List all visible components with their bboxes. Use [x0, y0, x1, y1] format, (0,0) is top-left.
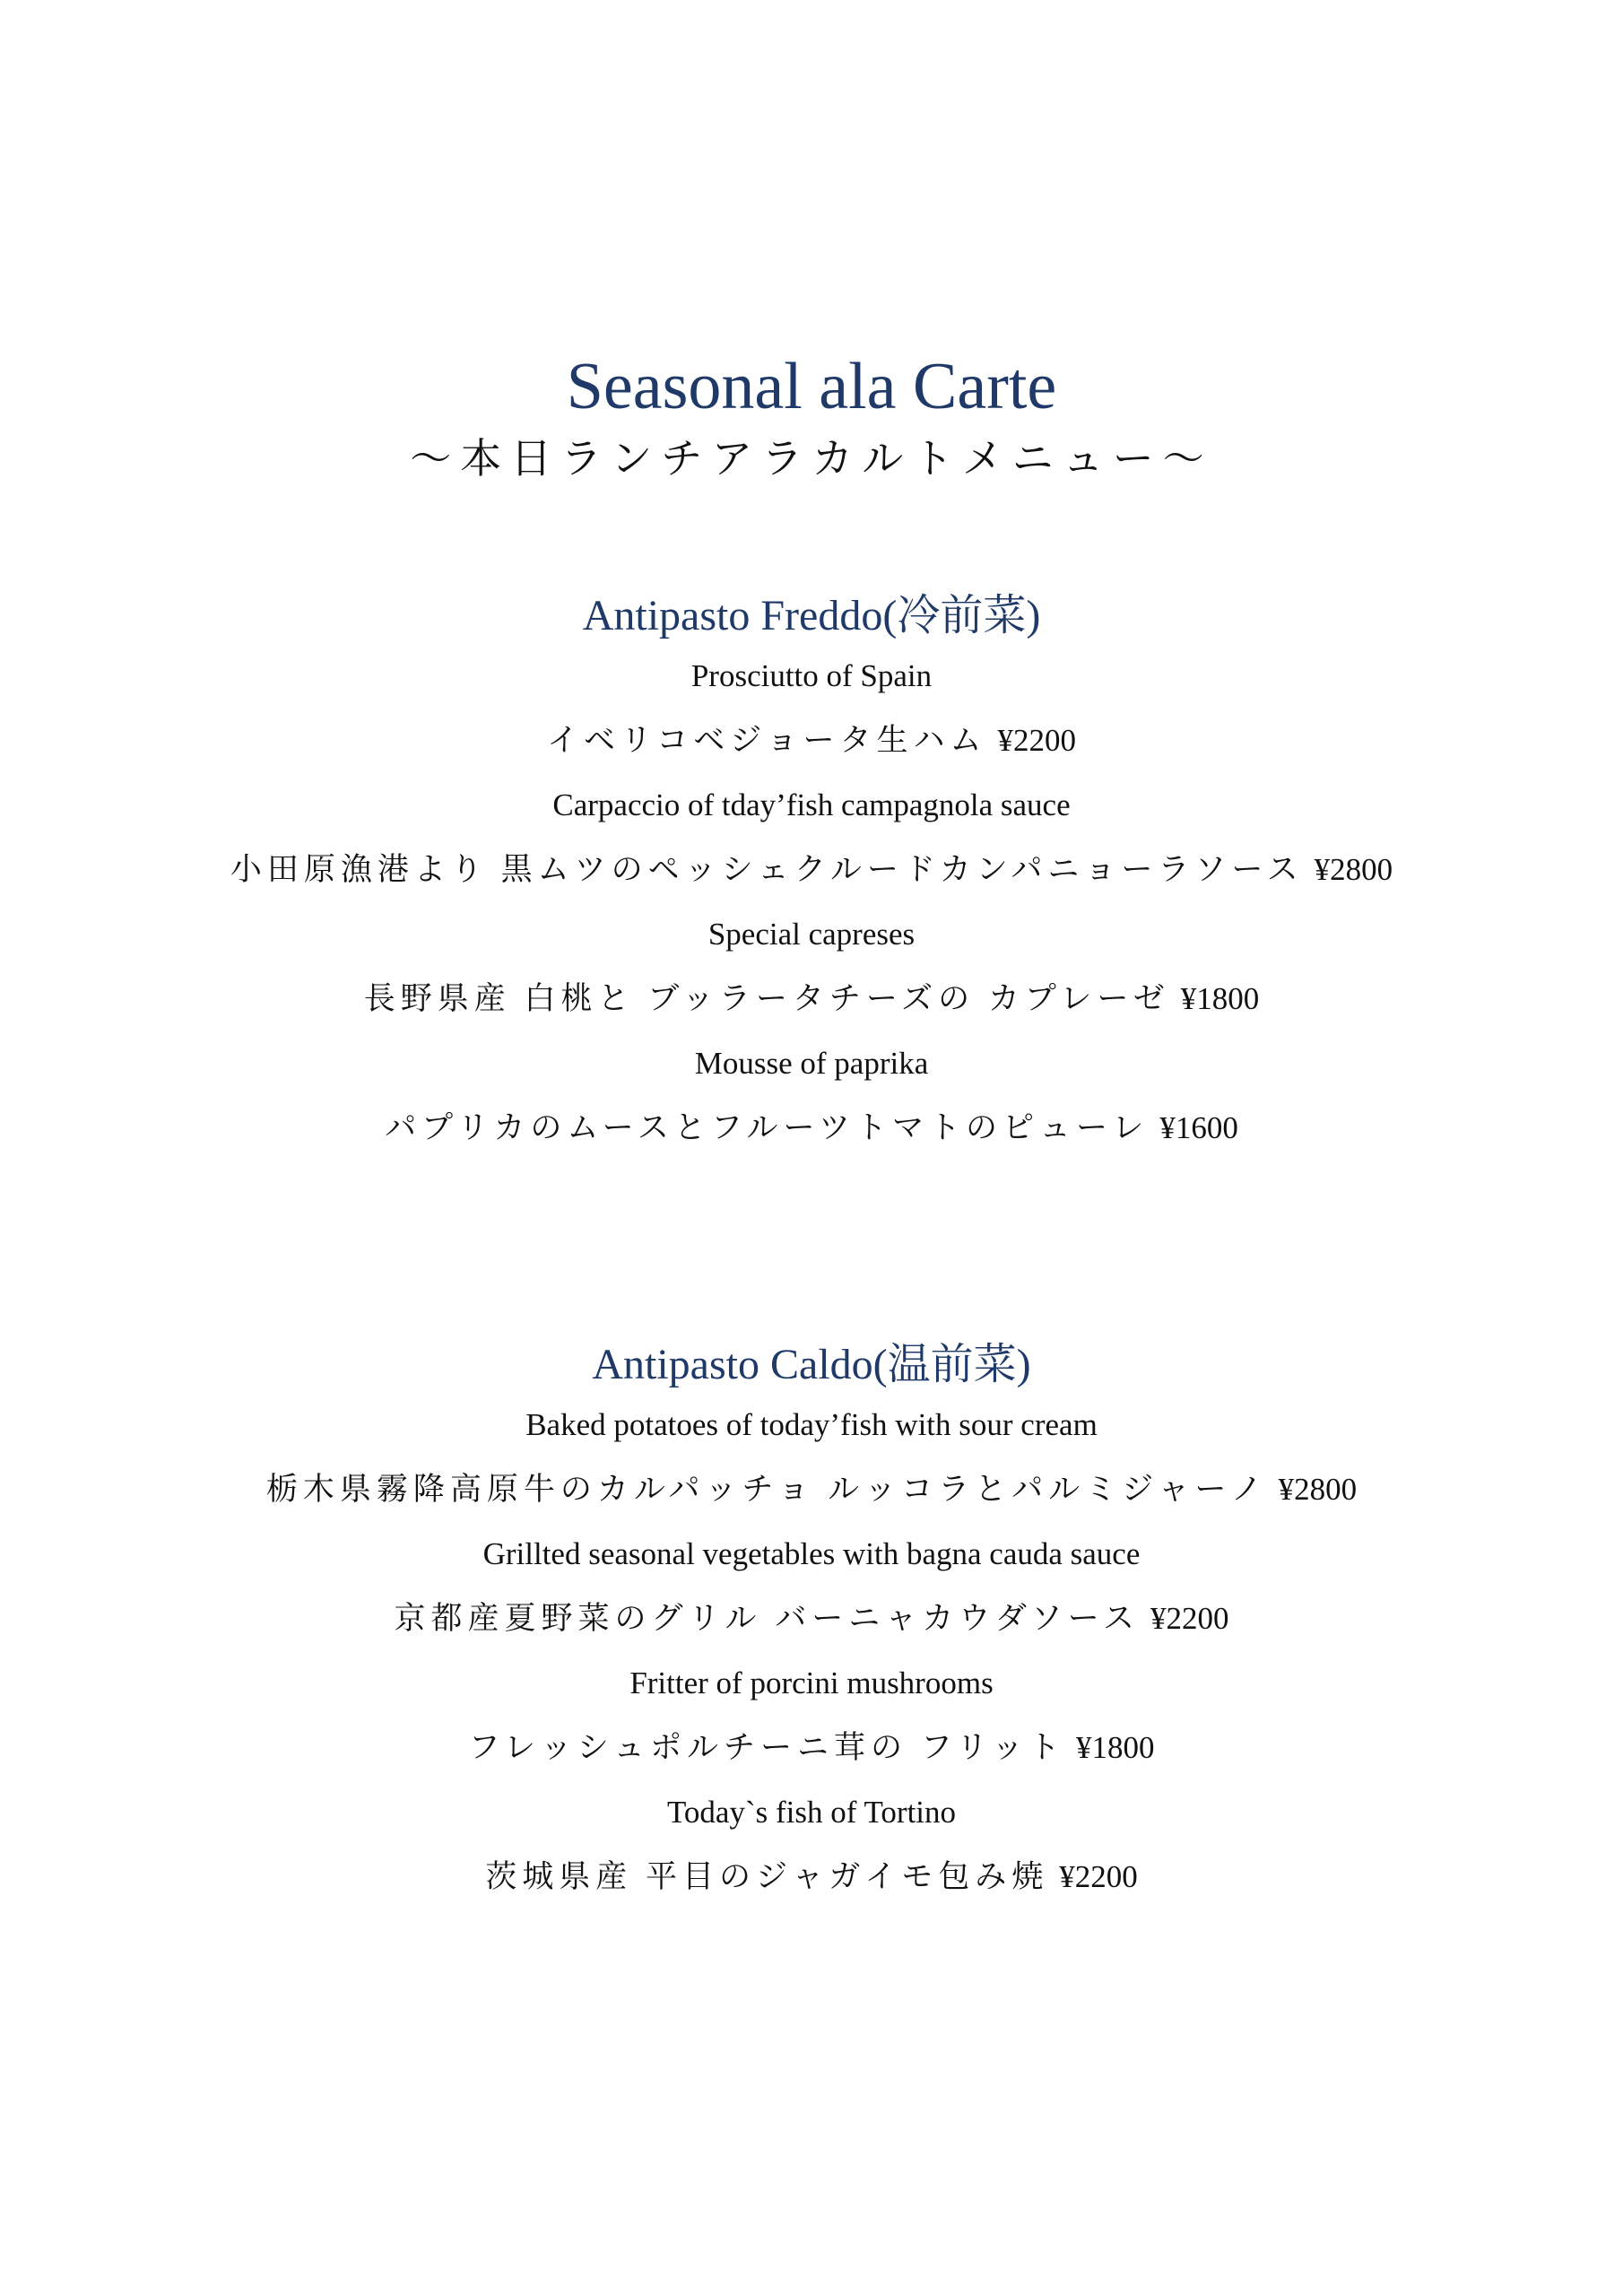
item-name-ja	[0, 848, 1623, 912]
menu-subtitle: ～本日ランチアラカルトメニュー～	[410, 436, 1213, 482]
menu-title: Seasonal ala Carte	[566, 350, 1057, 423]
section-antipasto-caldo	[0, 1338, 1623, 1919]
item-name-en: Today`s fish of Tortino	[666, 1795, 957, 1830]
item-description-ja: 長野県産 白桃と ブッラータチーズの カプレーゼ	[363, 981, 1170, 1016]
menu-item	[0, 1532, 1623, 1661]
item-description-ja: パプリカのムースとフルーツトマトのピューレ	[385, 1110, 1150, 1145]
menu-item	[0, 654, 1623, 783]
item-name-en: Fritter of porcini mushrooms	[629, 1665, 994, 1700]
item-name-ja	[0, 718, 1623, 783]
item-name-en: Grillted seasonal vegetables with bagna cauda sauce	[482, 1536, 1141, 1571]
item-price: ¥2200	[1150, 1601, 1229, 1636]
item-name-en: Special capreses	[707, 917, 916, 952]
item-name-en: Carpaccio of tday’fish campagnola sauce	[552, 787, 1071, 822]
menu-item	[0, 1790, 1623, 1919]
item-description-ja: フレッシュポルチーニ茸の フリット	[468, 1730, 1065, 1765]
item-description-ja: 栃木県霧降高原牛のカルパッチョ ルッコラとパルミジャーノ	[265, 1472, 1268, 1507]
item-name-ja	[0, 977, 1623, 1041]
menu-item	[0, 1661, 1623, 1790]
item-price: ¥1600	[1159, 1110, 1238, 1145]
item-name-en: Mousse of paprika	[694, 1046, 929, 1081]
item-description-ja: 小田原漁港より 黒ムツのペッシェクルードカンパニョーラソース	[230, 852, 1304, 887]
menu-item	[0, 1041, 1623, 1170]
item-name-en: Baked potatoes of today’fish with sour cream	[525, 1407, 1098, 1442]
item-price: ¥1800	[1180, 981, 1260, 1016]
item-price: ¥2200	[997, 723, 1077, 758]
item-name-en: Prosciutto of Spain	[690, 658, 933, 693]
item-price: ¥2200	[1059, 1859, 1138, 1894]
item-name-ja	[0, 1596, 1623, 1661]
item-name-ja	[0, 1106, 1623, 1170]
item-description-ja: 茨城県産 平目のジャガイモ包み焼	[485, 1859, 1049, 1894]
item-price: ¥2800	[1278, 1472, 1358, 1507]
item-name-ja	[0, 1855, 1623, 1919]
item-description-ja: 京都産夏野菜のグリル バーニャカウダソース	[394, 1601, 1141, 1636]
section-antipasto-freddo	[0, 589, 1623, 1170]
menu-item	[0, 1403, 1623, 1532]
item-price: ¥2800	[1314, 852, 1393, 887]
section-heading: Antipasto Caldo(温前菜)	[592, 1341, 1031, 1388]
menu-item	[0, 783, 1623, 912]
section-heading: Antipasto Freddo(冷前菜)	[582, 592, 1041, 639]
menu-item	[0, 912, 1623, 1041]
item-price: ¥1800	[1076, 1730, 1155, 1765]
item-name-ja	[0, 1467, 1623, 1532]
item-description-ja: イベリコベジョータ生ハム	[546, 723, 987, 758]
item-name-ja	[0, 1726, 1623, 1790]
